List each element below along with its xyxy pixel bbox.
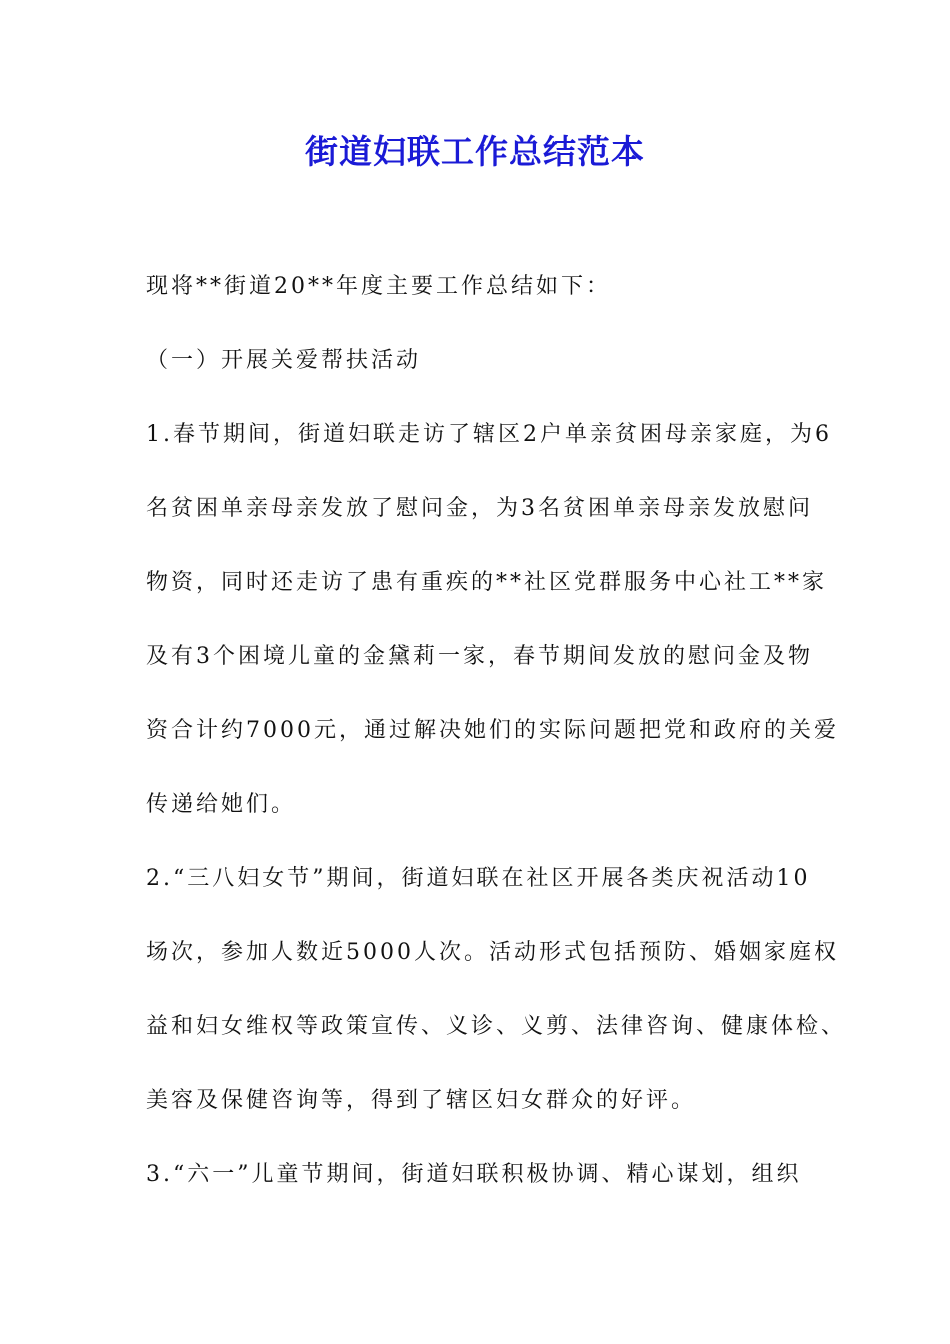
body-line: 物资，同时还走访了患有重疾的**社区党群服务中心社工**家 — [146, 570, 828, 595]
body-line: 3.“六一”儿童节期间，街道妇联积极协调、精心谋划，组织 — [146, 1162, 802, 1187]
body-line: 益和妇女维权等政策宣传、义诊、义剪、法律咨询、健康体检、 — [146, 1014, 847, 1039]
body-line: 名贫困单亲母亲发放了慰问金，为3名贫困单亲母亲发放慰问 — [146, 496, 813, 521]
body-line: 传递给她们。 — [146, 792, 297, 817]
body-line-intro: 现将**街道20**年度主要工作总结如下： — [146, 274, 611, 299]
body-line: 2.“三八妇女节”期间，街道妇联在社区开展各类庆祝活动10 — [146, 866, 811, 891]
body-line: 场次，参加人数近5000人次。活动形式包括预防、婚姻家庭权 — [146, 940, 839, 965]
body-line: 美容及保健咨询等，得到了辖区妇女群众的好评。 — [146, 1088, 697, 1113]
document-title: 街道妇联工作总结范本 — [305, 132, 645, 171]
section-heading-care-activities: （一）开展关爱帮扶活动 — [146, 348, 422, 373]
body-line: 及有3个困境儿童的金黛莉一家，春节期间发放的慰问金及物 — [146, 644, 813, 669]
document-body — [146, 264, 847, 1226]
body-line: 1.春节期间，街道妇联走访了辖区2户单亲贫困母亲家庭，为6 — [146, 422, 832, 447]
body-line: 资合计约7000元，通过解决她们的实际问题把党和政府的关爱 — [146, 718, 839, 743]
